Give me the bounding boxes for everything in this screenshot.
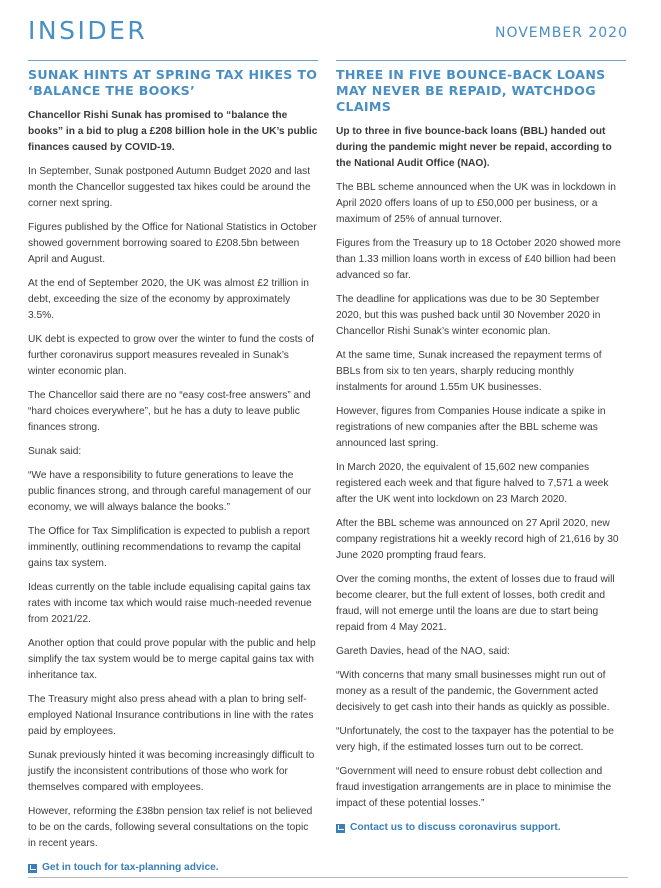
- article-paragraph: However, reforming the £38bn pension tax relief is not believed to be on the cards, following several consultations on the topic in recent years.: [28, 806, 313, 849]
- article-lead: Chancellor Rishi Sunak has promised to “balance the books” in a bid to plug a £208 billion hole in the UK’s public finances caused by COVID-19.: [28, 110, 318, 153]
- article-paragraph: Figures published by the Office for National Statistics in October showed government borrowing soared to £208.5bn between April and August.: [28, 222, 317, 265]
- article-divider: [28, 60, 318, 61]
- article-paragraph: Sunak previously hinted it was becoming increasingly difficult to justify the inconsistent contributions of those who work for themselves compared with employees.: [28, 750, 315, 793]
- article-paragraph: The Office for Tax Simplification is expected to publish a report imminently, outlining recommendations to revamp the capital gains tax system.: [28, 526, 310, 569]
- left-article: [28, 60, 318, 876]
- article-paragraph: Another option that could prove popular with the public and help simplify the tax system would be to merge capital gains tax with inheritance tax.: [28, 638, 316, 681]
- article-quote: “Government will need to ensure robust debt collection and fraud investigation arrangements are in place to minimise the impact of these potential losses.”: [336, 766, 612, 809]
- article-paragraph: The BBL scheme announced when the UK was in lockdown in April 2020 offers loans of up to £50,000 per business, or a maximum of 25% of annual turnover.: [336, 182, 616, 225]
- article-divider: [336, 60, 626, 61]
- article-paragraph: UK debt is expected to grow over the winter to fund the costs of further coronavirus support measures revealed in Sunak’s winter economic plan.: [28, 334, 314, 377]
- masthead: [28, 16, 628, 46]
- coronavirus-support-link[interactable]: [336, 820, 626, 836]
- article-paragraph: In March 2020, the equivalent of 15,602 new companies registered each week and that figure halved to 7,571 a week after the UK went into lockdown on 23 March 2020.: [336, 462, 609, 505]
- article-quote: “With concerns that many small businesses might run out of money as a result of the pandemic, the Government acted decisively to get cash into their hands as quickly as possible.: [336, 670, 610, 713]
- article-paragraph: Ideas currently on the table include equalising capital gains tax rates with income tax which would raise much-needed revenue from 2021/22.: [28, 582, 312, 625]
- right-article: [336, 60, 626, 836]
- tax-planning-link[interactable]: [28, 860, 318, 876]
- arrow-link-icon: [28, 864, 37, 873]
- article-quote: “We have a responsibility to future generations to leave the public finances strong, and through careful management of our economy, we will always balance the books.”: [28, 470, 312, 513]
- article-lead: Up to three in five bounce-back loans (BBL) handed out during the pandemic might never be repaid, according to the National Audit Office (NAO).: [336, 126, 612, 169]
- article-paragraph: At the same time, Sunak increased the repayment terms of BBLs from six to ten years, sharply reducing monthly instalments for around 1.55m UK businesses.: [336, 350, 602, 393]
- arrow-link-icon: [336, 824, 345, 833]
- article-paragraph: Over the coming months, the extent of losses due to fraud will become clearer, but the full extent of losses, both credit and fraud, will not emerge until the loans are due to start being repaid from 4 May 2021.: [336, 574, 615, 633]
- article-paragraph: Figures from the Treasury up to 18 October 2020 showed more than 1.33 million loans worth in excess of £40 billion had been advanced so far.: [336, 238, 621, 281]
- article-paragraph: However, figures from Companies House indicate a spike in registrations of new companies after the BBL scheme was announced last spring.: [336, 406, 606, 449]
- article-title: THREE IN FIVE BOUNCE-BACK LOANS MAY NEVER BE REPAID, WATCHDOG CLAIMS: [336, 67, 606, 114]
- article-title: SUNAK HINTS AT SPRING TAX HIKES TO ‘BALANCE THE BOOKS’: [28, 67, 318, 98]
- brand-title: INSIDER: [28, 16, 148, 45]
- article-quote: “Unfortunately, the cost to the taxpayer has the potential to be very high, if the estimated losses turn out to be correct.: [336, 726, 614, 753]
- article-paragraph: The deadline for applications was due to be 30 September 2020, but this was pushed back until 30 November 2020 in Chancellor Rishi Sunak’s winter economic plan.: [336, 294, 601, 337]
- article-paragraph: The Chancellor said there are no “easy cost-free answers” and “hard choices everywhere”, but he has a duty to leave public finances strong.: [28, 390, 311, 433]
- article-paragraph: Gareth Davies, head of the NAO, said:: [336, 646, 510, 657]
- footer-divider: [28, 877, 628, 878]
- issue-date: NOVEMBER 2020: [494, 25, 628, 41]
- article-paragraph: In September, Sunak postponed Autumn Budget 2020 and last month the Chancellor suggested tax hikes could be around the corner next spring.: [28, 166, 311, 209]
- article-paragraph: At the end of September 2020, the UK was almost £2 trillion in debt, exceeding the size of the economy by approximately 3.5%.: [28, 278, 309, 321]
- article-paragraph: The Treasury might also press ahead with a plan to bring self-employed National Insurance contributions in line with the rates paid by employees.: [28, 694, 314, 737]
- article-paragraph: After the BBL scheme was announced on 27 April 2020, new company registrations hit a weekly record high of 21,616 by 30 June 2020 prompting fraud fears.: [336, 518, 619, 561]
- cta-label: Get in touch for tax-planning advice.: [42, 862, 219, 873]
- cta-label: Contact us to discuss coronavirus support.: [350, 822, 561, 833]
- article-paragraph: Sunak said:: [28, 446, 82, 457]
